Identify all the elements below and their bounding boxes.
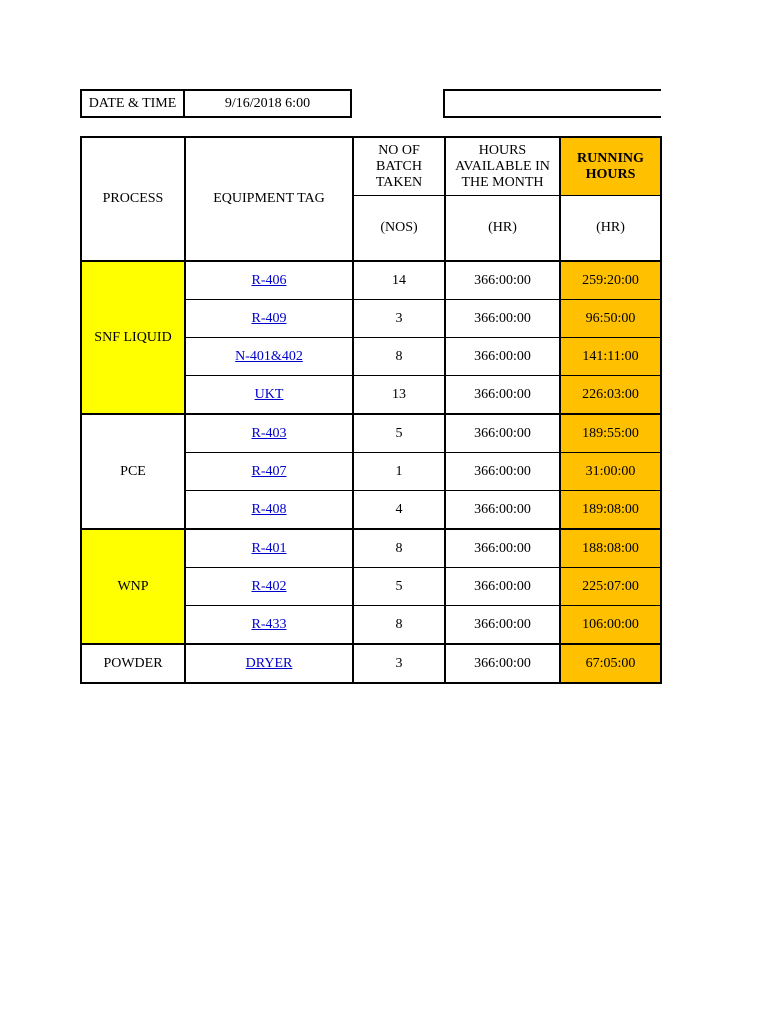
process-cell: WNP [81, 529, 185, 644]
running-hours-cell: 259:20:00 [560, 261, 661, 300]
hours-available-cell: 366:00:00 [445, 300, 560, 338]
date-time-label: DATE & TIME [81, 90, 184, 117]
batch-count-cell: 5 [353, 568, 445, 606]
equipment-tag-cell [185, 529, 353, 568]
running-hours-cell: 106:00:00 [560, 606, 661, 645]
equipment-tag-link[interactable]: R-406 [251, 272, 287, 288]
equipment-tag-cell [185, 338, 353, 376]
hours-available-cell: 366:00:00 [445, 568, 560, 606]
hours-available-cell: 366:00:00 [445, 606, 560, 645]
running-hours-cell: 225:07:00 [560, 568, 661, 606]
equipment-tag-link[interactable]: R-433 [251, 616, 287, 632]
hours-available-cell: 366:00:00 [445, 338, 560, 376]
date-time-value: 9/16/2018 6:00 [184, 90, 351, 117]
running-hours-cell: 189:55:00 [560, 414, 661, 453]
table-row [81, 261, 661, 300]
table-row [81, 529, 661, 568]
column-header-process: PROCESS [81, 137, 185, 261]
equipment-tag-cell [185, 568, 353, 606]
hours-available-cell: 366:00:00 [445, 453, 560, 491]
running-hours-cell: 67:05:00 [560, 644, 661, 683]
column-unit-hours-available: (HR) [445, 196, 560, 262]
hours-available-cell: 366:00:00 [445, 644, 560, 683]
equipment-tag-cell [185, 414, 353, 453]
column-header-hours-available: HOURS AVAILABLE IN THE MONTH [445, 137, 560, 196]
equipment-tag-link[interactable]: DRYER [245, 655, 293, 671]
equipment-tag-cell [185, 300, 353, 338]
batch-count-cell: 3 [353, 644, 445, 683]
running-hours-cell: 188:08:00 [560, 529, 661, 568]
process-cell: POWDER [81, 644, 185, 683]
equipment-tag-link[interactable]: N-401&402 [235, 348, 303, 364]
hours-available-cell: 366:00:00 [445, 376, 560, 415]
hours-available-cell: 366:00:00 [445, 491, 560, 530]
batch-count-cell: 3 [353, 300, 445, 338]
process-cell: SNF LIQUID [81, 261, 185, 414]
process-cell: PCE [81, 414, 185, 529]
batch-count-cell: 1 [353, 453, 445, 491]
table-row [81, 414, 661, 453]
equipment-tag-link[interactable]: R-407 [251, 463, 287, 479]
running-hours-cell: 226:03:00 [560, 376, 661, 415]
batch-count-cell: 13 [353, 376, 445, 415]
column-header-running-hours: RUNNING HOURS [560, 137, 661, 196]
batch-count-cell: 5 [353, 414, 445, 453]
hours-available-cell: 366:00:00 [445, 261, 560, 300]
equipment-tag-cell [185, 644, 353, 683]
table-row [81, 644, 661, 683]
batch-count-cell: 8 [353, 338, 445, 376]
hours-available-cell: 366:00:00 [445, 414, 560, 453]
equipment-tag-cell [185, 491, 353, 530]
running-hours-cell: 96:50:00 [560, 300, 661, 338]
column-header-equipment-tag: EQUIPMENT TAG [185, 137, 353, 261]
equipment-tag-link[interactable]: R-402 [251, 578, 287, 594]
equipment-tag-link[interactable]: R-403 [251, 425, 287, 441]
running-hours-table [80, 136, 662, 684]
equipment-tag-link[interactable]: R-409 [251, 310, 287, 326]
hours-available-cell: 366:00:00 [445, 529, 560, 568]
date-time-table [80, 89, 352, 118]
equipment-tag-cell [185, 453, 353, 491]
batch-count-cell: 8 [353, 529, 445, 568]
equipment-tag-cell [185, 261, 353, 300]
running-hours-cell: 31:00:00 [560, 453, 661, 491]
equipment-tag-link[interactable]: R-408 [251, 501, 287, 517]
running-hours-cell: 141:11:00 [560, 338, 661, 376]
column-unit-batch: (NOS) [353, 196, 445, 262]
batch-count-cell: 4 [353, 491, 445, 530]
running-hours-cell: 189:08:00 [560, 491, 661, 530]
column-unit-running-hours: (HR) [560, 196, 661, 262]
column-header-batch: NO OF BATCH TAKEN [353, 137, 445, 196]
equipment-tag-cell [185, 606, 353, 645]
blank-header-box [443, 89, 661, 118]
equipment-tag-link[interactable]: UKT [254, 386, 284, 402]
batch-count-cell: 14 [353, 261, 445, 300]
equipment-tag-cell [185, 376, 353, 415]
equipment-tag-link[interactable]: R-401 [251, 540, 287, 556]
batch-count-cell: 8 [353, 606, 445, 645]
